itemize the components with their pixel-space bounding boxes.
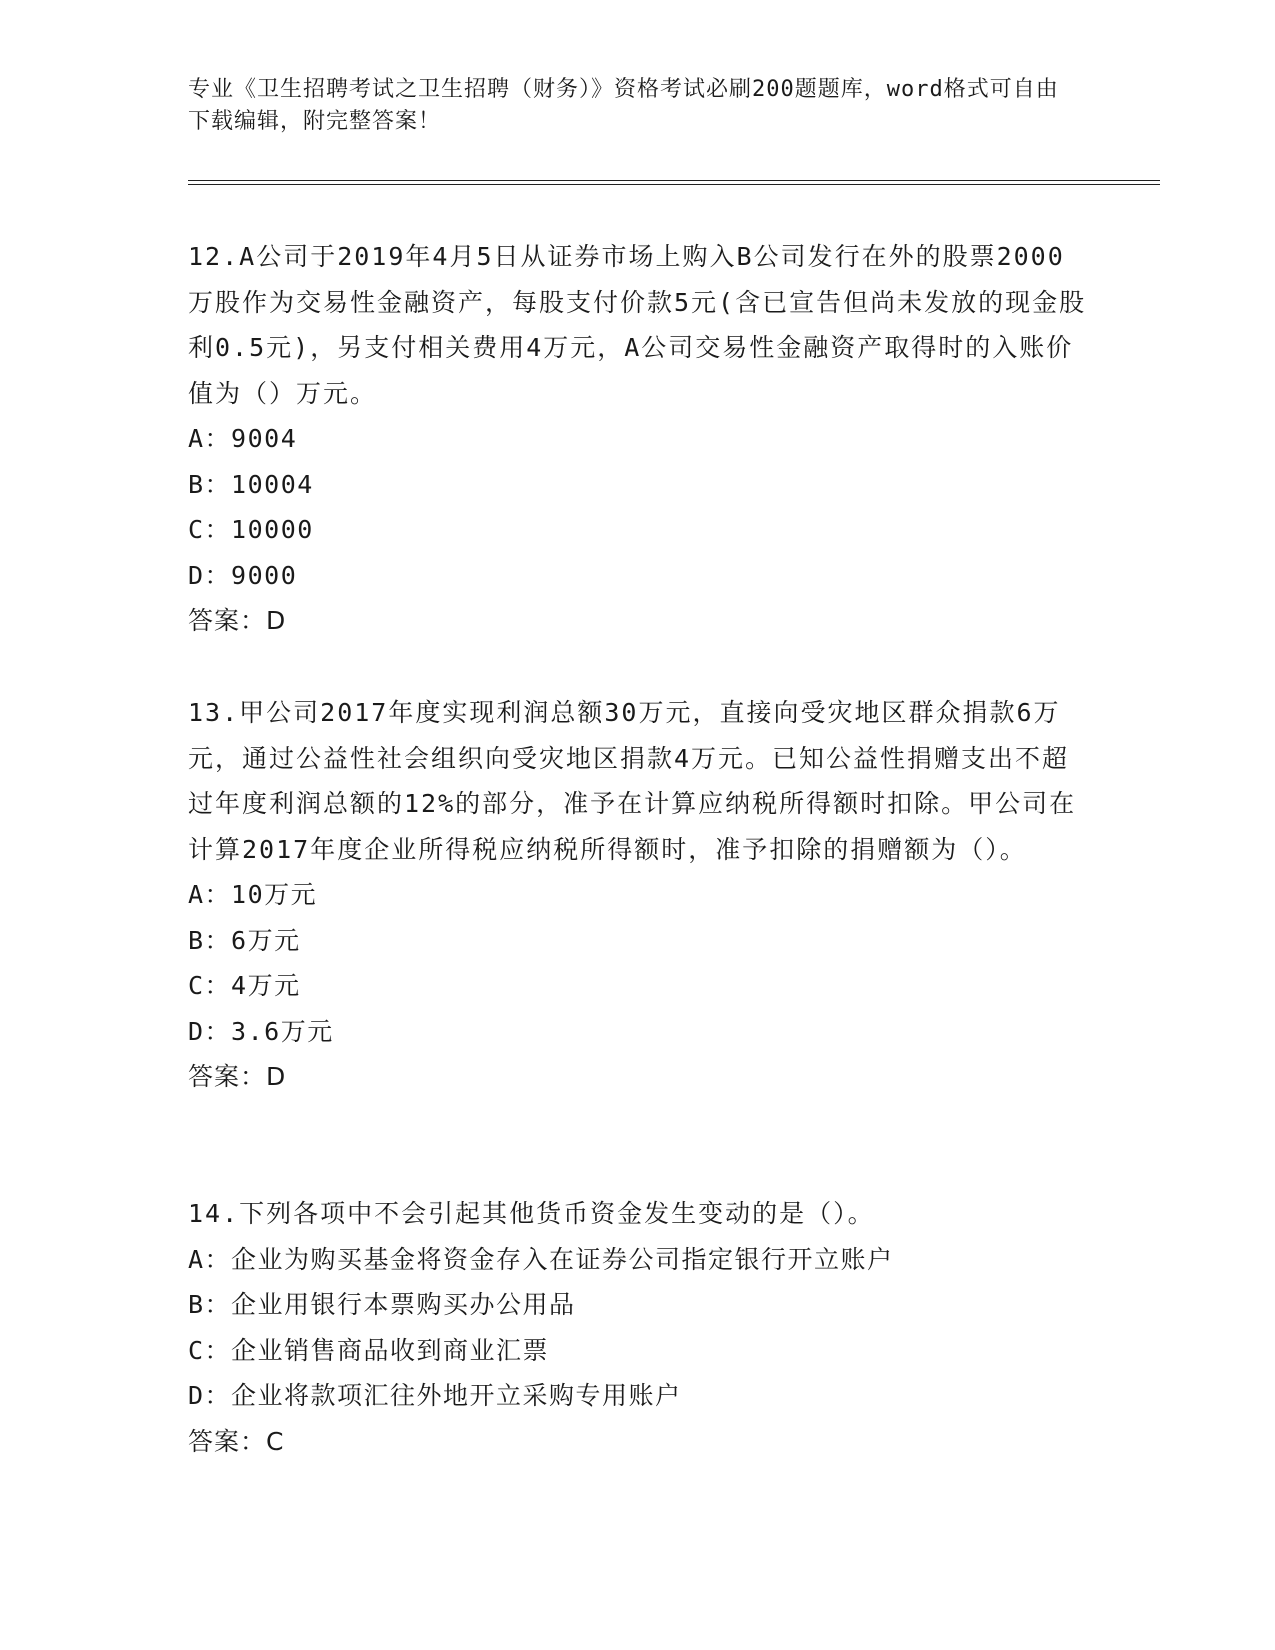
question-stem: 14.下列各项中不会引起其他货币资金发生变动的是（）。 <box>188 1199 875 1228</box>
option-d: D：3.6万元 <box>188 1016 334 1046</box>
header-text: 专业《卫生招聘考试之卫生招聘（财务）》资格考试必刷200题题库，word格式可自由下载编辑，附完整答案！ <box>188 77 1059 134</box>
option-a: A：10万元 <box>188 880 318 909</box>
question-stem: 12.A公司于2019年4月5日从证券市场上购入B公司发行在外的股票2000万股作为交易性金融资产，每股支付价款5元(含已宣告但尚未发放的现金股利0.5元)，另支付相关费用4万元，A公司交易性金融资产取得时的入账价值为（）万元。 <box>188 242 1087 408</box>
answer: 答案：D <box>188 606 287 635</box>
option-b: B：6万元 <box>188 925 301 955</box>
header-divider-bottom <box>188 184 1160 185</box>
answer: 答案：C <box>188 1426 285 1456</box>
question-12 <box>188 234 1088 644</box>
option-d: D：企业将款项汇往外地开立采购专用账户 <box>188 1381 682 1410</box>
document-header <box>188 74 1068 138</box>
header-divider-top <box>188 180 1160 181</box>
question-13 <box>188 690 1088 1100</box>
answer: 答案：D <box>188 1062 287 1091</box>
option-b: B：10004 <box>188 469 314 499</box>
option-c: C：4万元 <box>188 971 301 1000</box>
option-d: D：9000 <box>188 560 298 590</box>
option-c: C：企业销售商品收到商业汇票 <box>188 1335 550 1365</box>
option-a: A：9004 <box>188 424 298 453</box>
question-14 <box>188 1191 1088 1464</box>
option-a: A：企业为购买基金将资金存入在证券公司指定银行开立账户 <box>188 1244 894 1274</box>
option-b: B：企业用银行本票购买办公用品 <box>188 1290 576 1319</box>
option-c: C：10000 <box>188 515 314 544</box>
question-stem: 13.甲公司2017年度实现利润总额30万元，直接向受灾地区群众捐款6万元，通过公益性社会组织向受灾地区捐款4万元。已知公益性捐赠支出不超过年度利润总额的12%的部分，准予在计算应纳税所得额时扣除。甲公司在计算2017年度企业所得税应纳税所得额时，准予扣除的捐赠额为（）。 <box>188 698 1077 864</box>
